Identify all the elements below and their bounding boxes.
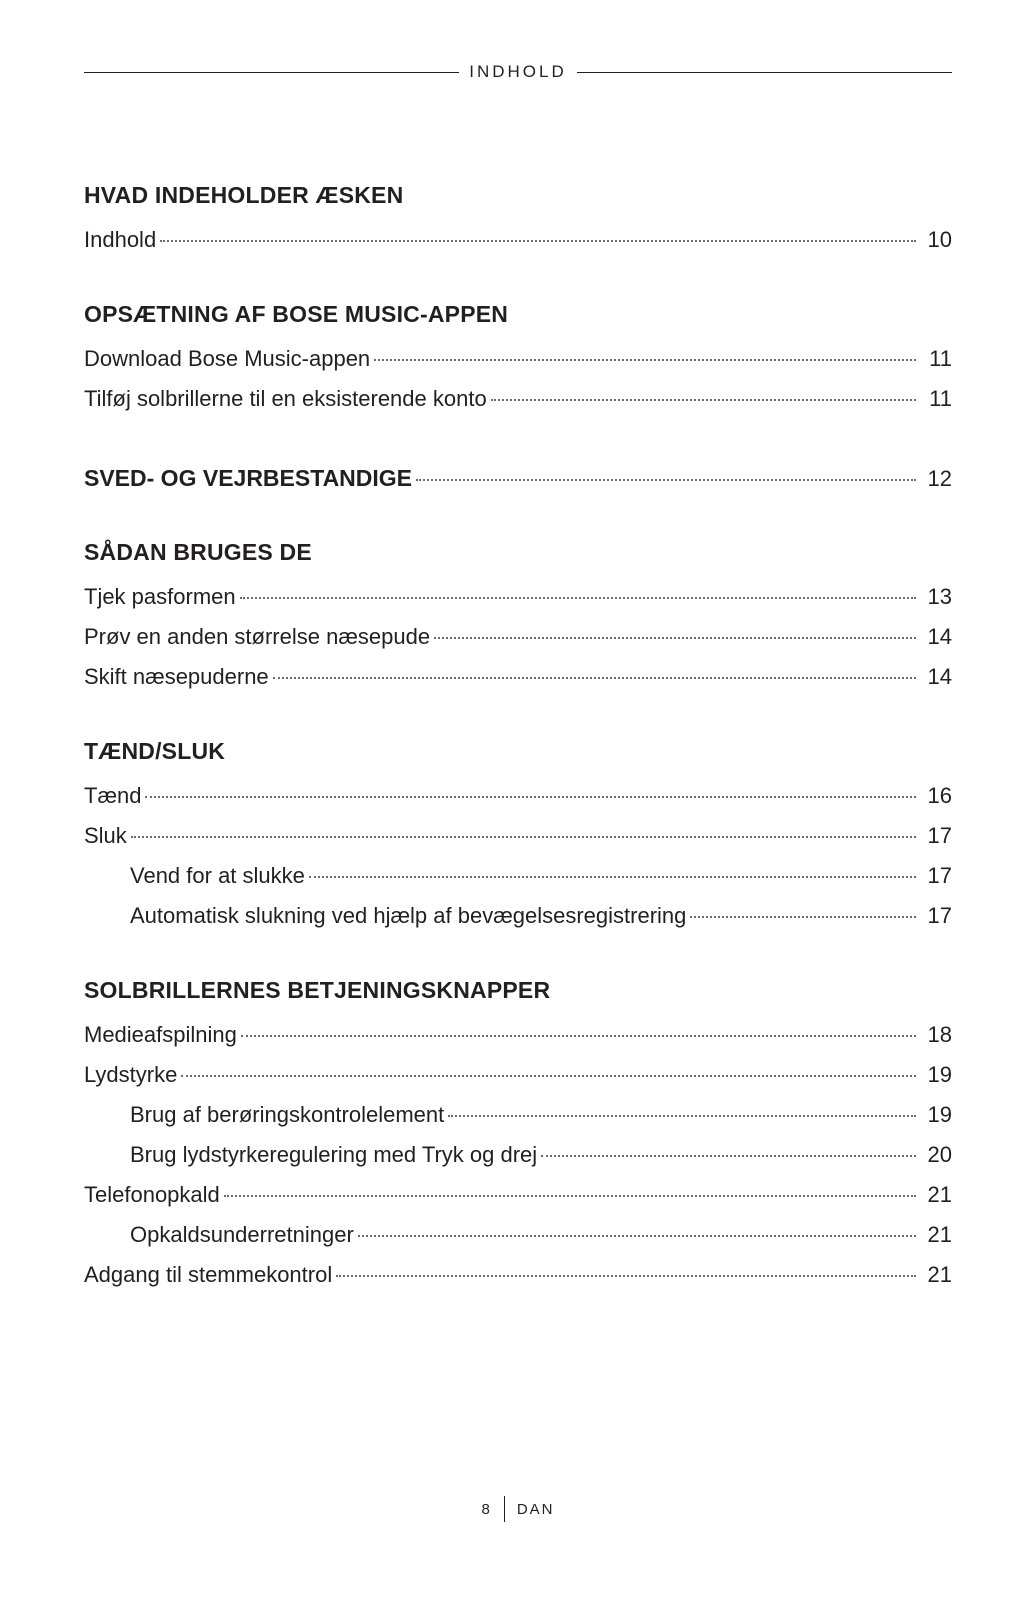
toc-entry-label: Download Bose Music-appen xyxy=(84,346,371,371)
toc-section xyxy=(84,736,952,936)
toc-entry-page: 14 xyxy=(927,664,952,689)
section-heading: TÆND/SLUK xyxy=(84,738,226,764)
toc-section xyxy=(84,975,952,1295)
dot-leader xyxy=(181,1075,916,1077)
dot-leader xyxy=(336,1275,916,1277)
toc-entry-page: 21 xyxy=(927,1182,952,1207)
toc-entry-page: 11 xyxy=(929,386,952,411)
toc-entry-label: Skift næsepuderne xyxy=(84,664,269,689)
toc-entry[interactable] xyxy=(84,458,952,498)
toc-entry-page: 17 xyxy=(927,823,952,848)
toc-entry[interactable] xyxy=(84,220,952,260)
dot-leader xyxy=(241,1035,916,1037)
toc-entry-page: 20 xyxy=(927,1142,952,1167)
section-heading: SÅDAN BRUGES DE xyxy=(84,539,312,565)
toc-entry[interactable] xyxy=(84,856,952,896)
page-number: 8 xyxy=(481,1500,492,1518)
section-heading: SOLBRILLERNES BETJENINGSKNAPPER xyxy=(84,977,551,1003)
toc-entry-page: 21 xyxy=(927,1262,952,1287)
toc-entry-label: Telefonopkald xyxy=(84,1182,220,1207)
section-heading: OPSÆTNING AF BOSE MUSIC-APPEN xyxy=(84,301,509,327)
toc-entry-page: 12 xyxy=(927,466,952,491)
toc-entry-page: 14 xyxy=(927,624,952,649)
language-code: DAN xyxy=(516,1500,555,1518)
table-of-contents xyxy=(84,180,952,1334)
toc-entry-label: Indhold xyxy=(84,227,157,252)
toc-section xyxy=(84,180,952,260)
toc-section xyxy=(84,537,952,697)
toc-entry-label: Tjek pasformen xyxy=(84,584,236,609)
header-rule-left xyxy=(84,72,459,73)
toc-entry-label: SVED- OG VEJRBESTANDIGE xyxy=(84,465,413,491)
toc-entry-label: Tilføj solbrillerne til en eksisterende konto xyxy=(84,386,487,411)
toc-entry-page: 17 xyxy=(927,863,952,888)
dot-leader xyxy=(273,677,916,679)
dot-leader xyxy=(309,876,916,878)
toc-entry[interactable] xyxy=(84,577,952,617)
dot-leader xyxy=(374,359,916,361)
dot-leader xyxy=(145,796,916,798)
toc-entry[interactable] xyxy=(84,1095,952,1135)
dot-leader xyxy=(358,1235,916,1237)
toc-section xyxy=(84,299,952,419)
dot-leader xyxy=(541,1155,916,1157)
toc-section xyxy=(84,458,952,498)
toc-entry[interactable] xyxy=(84,1055,952,1095)
dot-leader xyxy=(160,240,916,242)
toc-entry[interactable] xyxy=(84,776,952,816)
toc-entry-page: 21 xyxy=(927,1222,952,1247)
toc-entry[interactable] xyxy=(84,1135,952,1175)
toc-entry-page: 13 xyxy=(927,584,952,609)
toc-entry-label: Prøv en anden størrelse næsepude xyxy=(84,624,431,649)
section-heading: HVAD INDEHOLDER ÆSKEN xyxy=(84,182,404,208)
toc-entry-page: 19 xyxy=(927,1062,952,1087)
footer-separator xyxy=(504,1496,505,1522)
toc-entry[interactable] xyxy=(84,617,952,657)
page-footer xyxy=(0,1496,1036,1522)
toc-entry-label: Lydstyrke xyxy=(84,1062,178,1087)
toc-entry-label: Brug af berøringskontrolelement xyxy=(130,1102,445,1127)
dot-leader xyxy=(131,836,916,838)
toc-entry[interactable] xyxy=(84,1255,952,1295)
toc-entry-page: 19 xyxy=(927,1102,952,1127)
toc-entry[interactable] xyxy=(84,1215,952,1255)
dot-leader xyxy=(434,637,916,639)
dot-leader xyxy=(448,1115,916,1117)
dot-leader xyxy=(224,1195,916,1197)
toc-entry-page: 18 xyxy=(927,1022,952,1047)
toc-entry-label: Tænd xyxy=(84,783,142,808)
toc-entry[interactable] xyxy=(84,1015,952,1055)
toc-entry-label: Opkaldsunderretninger xyxy=(130,1222,354,1247)
toc-entry-label: Brug lydstyrkeregulering med Tryk og drej xyxy=(130,1142,538,1167)
toc-entry[interactable] xyxy=(84,1175,952,1215)
toc-entry[interactable] xyxy=(84,379,952,419)
toc-entry[interactable] xyxy=(84,816,952,856)
dot-leader xyxy=(240,597,916,599)
toc-entry-page: 16 xyxy=(927,783,952,808)
toc-entry[interactable] xyxy=(84,896,952,936)
toc-entry[interactable] xyxy=(84,339,952,379)
toc-entry-page: 10 xyxy=(927,227,952,252)
toc-entry-label: Adgang til stemmekontrol xyxy=(84,1262,333,1287)
header-rule-right xyxy=(577,72,952,73)
toc-entry-label: Sluk xyxy=(84,823,127,848)
toc-entry-label: Medieafspilning xyxy=(84,1022,237,1047)
toc-entry-label: Vend for at slukke xyxy=(130,863,305,888)
toc-entry-label: Automatisk slukning ved hjælp af bevægelsesregistrering xyxy=(130,903,687,928)
toc-entry-page: 17 xyxy=(927,903,952,928)
dot-leader xyxy=(491,399,916,401)
dot-leader xyxy=(690,916,916,918)
page-header xyxy=(84,62,952,82)
dot-leader xyxy=(416,479,916,481)
toc-entry[interactable] xyxy=(84,657,952,697)
page-title: INDHOLD xyxy=(469,62,567,81)
toc-entry-page: 11 xyxy=(929,346,952,371)
